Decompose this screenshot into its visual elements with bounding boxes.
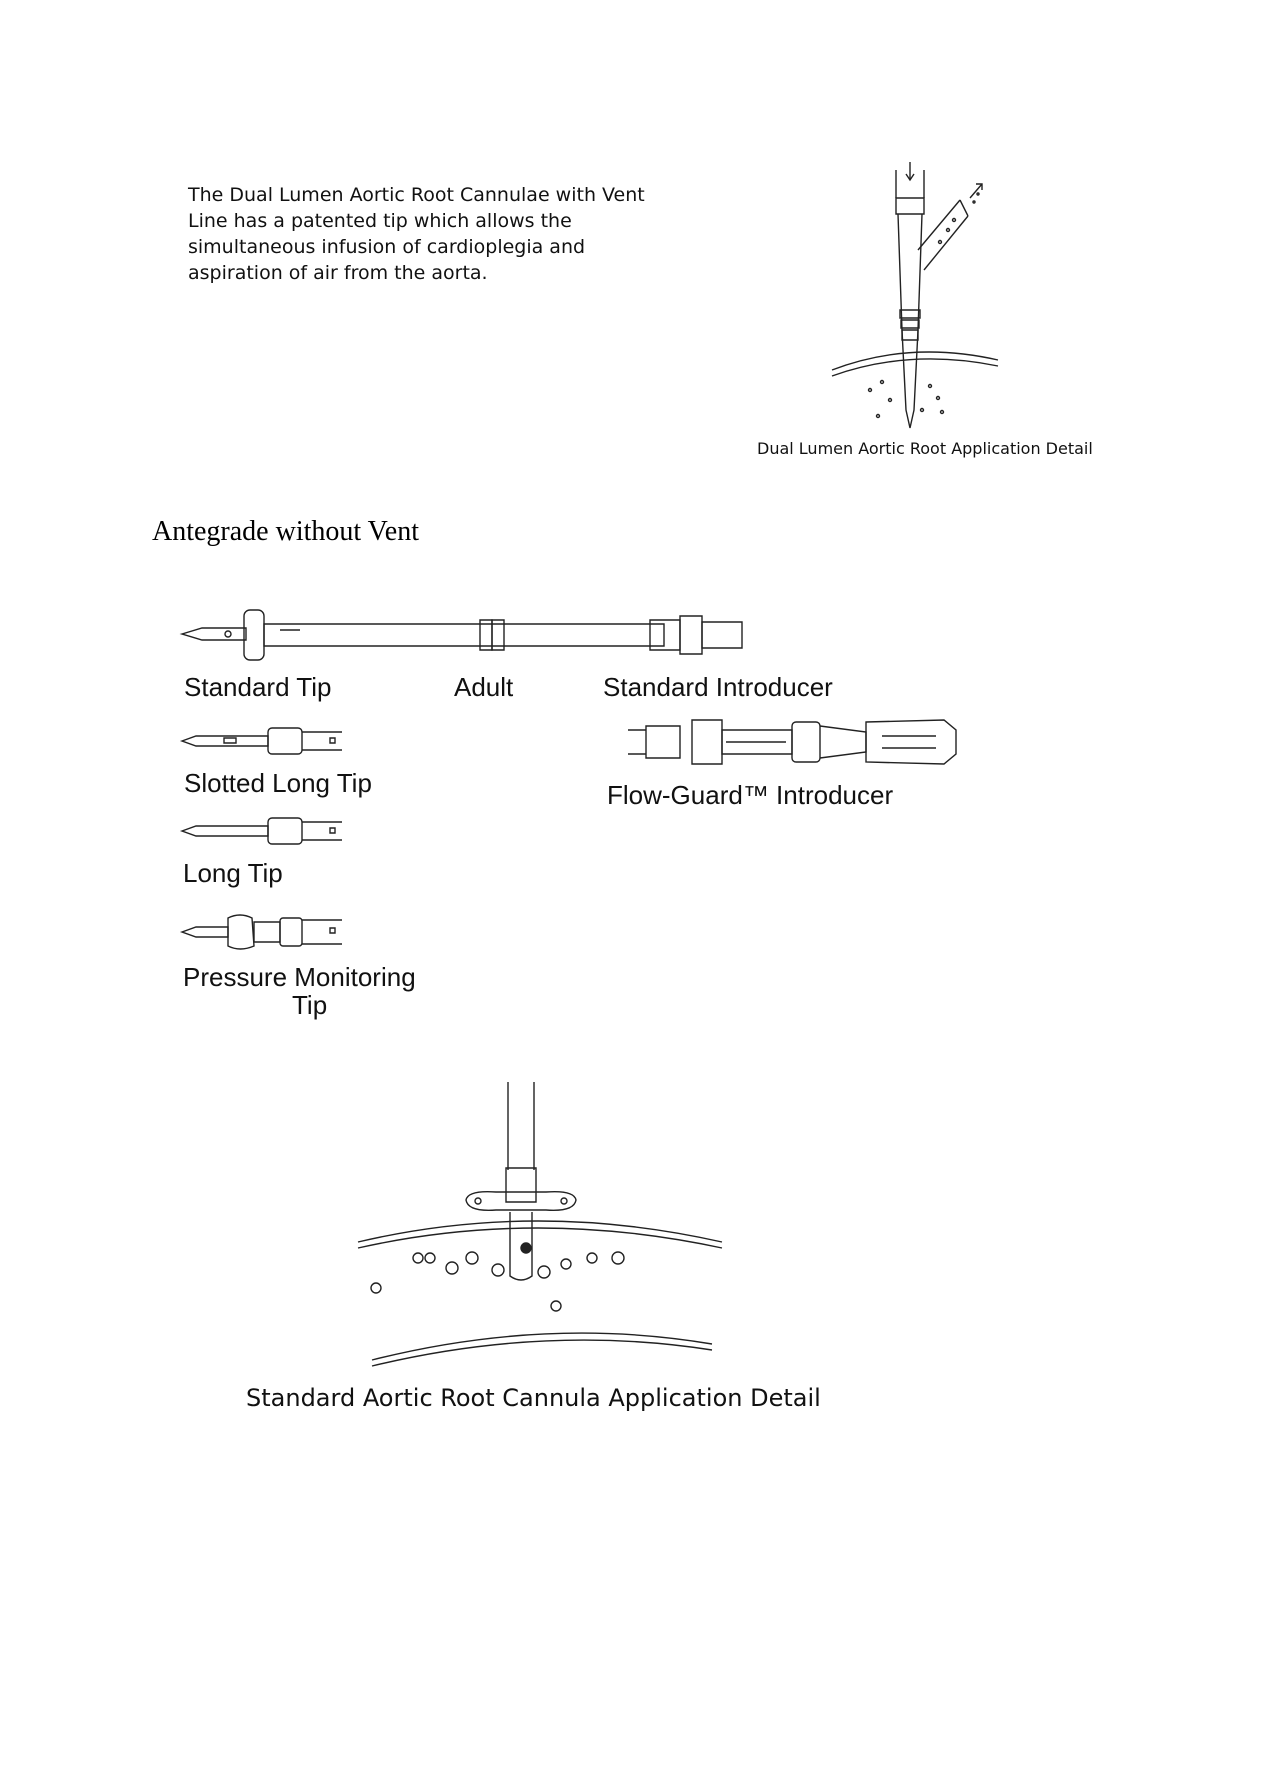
adult-cannula-drawing xyxy=(180,604,765,666)
dual-lumen-illustration xyxy=(830,160,1000,435)
dual-lumen-caption: Dual Lumen Aortic Root Application Detail xyxy=(757,439,1093,458)
slotted-long-tip-drawing xyxy=(180,724,345,758)
flow-guard-introducer-drawing xyxy=(626,718,961,766)
pressure-monitoring-tip-drawing xyxy=(180,910,345,954)
label-adult: Adult xyxy=(454,672,514,702)
label-flow-guard-introducer: Flow-Guard™ Introducer xyxy=(607,780,894,810)
label-standard-introducer: Standard Introducer xyxy=(603,672,833,702)
label-standard-tip: Standard Tip xyxy=(184,672,332,702)
label-pressure-monitoring-line1: Pressure Monitoring xyxy=(183,962,416,992)
section-heading: Antegrade without Vent xyxy=(152,516,419,547)
label-slotted-long-tip: Slotted Long Tip xyxy=(184,768,372,798)
standard-aortic-root-illustration xyxy=(356,1080,726,1370)
standard-aortic-root-caption: Standard Aortic Root Cannula Application Detail xyxy=(246,1384,821,1412)
intro-paragraph: The Dual Lumen Aortic Root Cannulae with Vent Line has a patented tip which allows the simultaneous infusion of cardioplegia and aspiration of air from the aorta. xyxy=(188,184,645,284)
label-long-tip: Long Tip xyxy=(183,858,283,888)
label-pressure-monitoring-line2: Tip xyxy=(292,990,328,1020)
long-tip-drawing xyxy=(180,814,345,848)
